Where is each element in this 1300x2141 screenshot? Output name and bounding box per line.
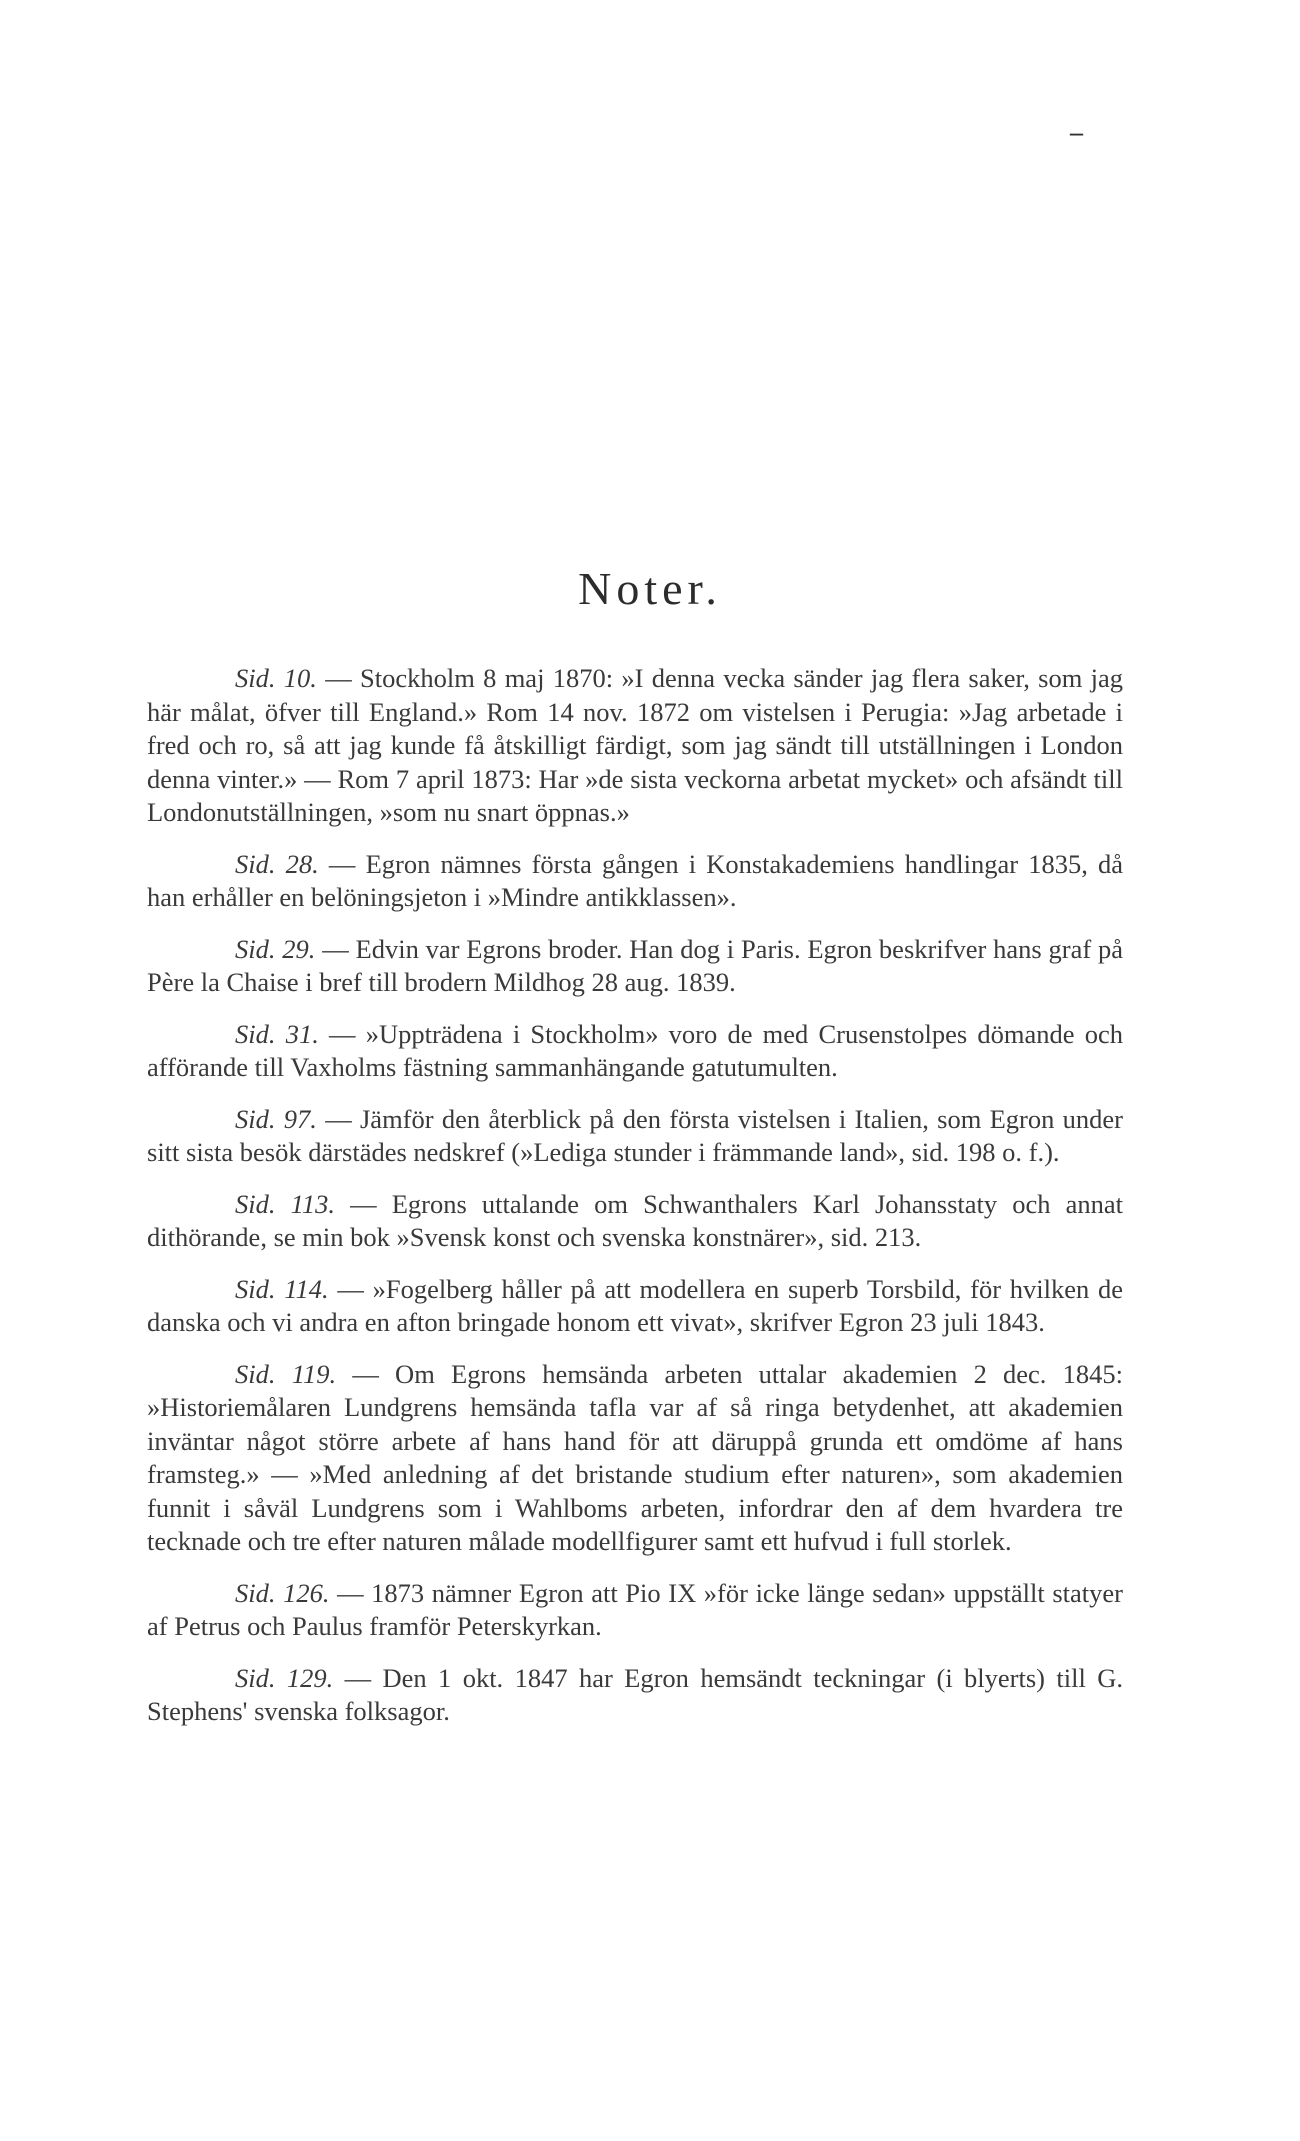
note-text: — »Fogelberg håller på att modellera en superb Torsbild, för hvilken de danska och vi andra en afton bringade honom ett vivat», skrifver Egron 23 juli 1843. bbox=[147, 1273, 1123, 1337]
note-text: — Egron nämnes första gången i Konstakademiens handlingar 1835, då han erhåller en belöningsjeton i »Mindre antikklassen». bbox=[147, 848, 1124, 912]
note-text: — Om Egrons hemsända arbeten uttalar akademien 2 dec. 1845: »Historiemålaren Lundgrens hemsända tafla var af så ringa betydenhet, att akademien inväntar något större arbete af hans hand för att däruppå grunda ett omdöme af hans framsteg.» — »Med anledning af det bristande studium efter naturen», som akademien funnit i såväl Lundgrens som i Wahlboms arbeten, infordrar den af dem hvardera tre tecknade och tre efter naturen målade modellfigurer samt ett hufvud i full storlek. bbox=[147, 1358, 1124, 1556]
notes-list bbox=[147, 662, 1123, 1747]
note-text: — Egrons uttalande om Schwanthalers Karl Johansstaty och annat dithörande, se min bok »Svensk konst och svenska konstnärer», sid. 213. bbox=[147, 1188, 1123, 1252]
note-reference: Sid. 10. bbox=[235, 663, 317, 693]
note-sid-31 bbox=[147, 1018, 1123, 1085]
note-reference: Sid. 29. bbox=[235, 933, 316, 964]
note-sid-29 bbox=[147, 933, 1123, 1000]
note-sid-28 bbox=[147, 848, 1123, 915]
note-text: — 1873 nämner Egron att Pio IX »för icke länge sedan» uppställt statyer af Petrus och Paulus framför Peterskyrkan. bbox=[147, 1577, 1123, 1641]
note-text: — Jämför den återblick på den första vistelsen i Italien, som Egron under sitt sista besök därstädes nedskref (»Lediga stunder i främmande land», sid. 198 o. f.). bbox=[147, 1103, 1124, 1167]
note-reference: Sid. 126. bbox=[235, 1577, 330, 1608]
page-mark: – bbox=[1070, 118, 1083, 147]
note-text: — »Uppträdena i Stockholm» voro de med Crusenstolpes dömande och afförande till Vaxholms fästning sammanhängande gatutumulten. bbox=[147, 1018, 1124, 1082]
note-sid-114 bbox=[147, 1273, 1123, 1340]
note-sid-119 bbox=[147, 1358, 1123, 1559]
page-title: Noter. bbox=[578, 563, 722, 614]
note-sid-97 bbox=[147, 1103, 1123, 1170]
note-sid-113 bbox=[147, 1188, 1123, 1255]
note-reference: Sid. 28. bbox=[235, 848, 319, 879]
note-reference: Sid. 119. bbox=[235, 1358, 337, 1389]
note-text: — Den 1 okt. 1847 har Egron hemsändt teckningar (i blyerts) till G. Stephens' svenska folksagor. bbox=[147, 1662, 1123, 1726]
note-reference: Sid. 31. bbox=[235, 1018, 319, 1049]
note-sid-129 bbox=[147, 1662, 1123, 1729]
note-sid-126 bbox=[147, 1577, 1123, 1644]
note-reference: Sid. 114. bbox=[235, 1273, 329, 1304]
note-reference: Sid. 97. bbox=[235, 1103, 317, 1134]
note-text: — Edvin var Egrons broder. Han dog i Paris. Egron beskrifver hans graf på Père la Chaise i bref till brodern Mildhog 28 aug. 1839. bbox=[147, 933, 1124, 997]
note-text: — Stockholm 8 maj 1870: »I denna vecka sänder jag flera saker, som jag här målat, öfver till England.» Rom 14 nov. 1872 om vistelsen i Perugia: »Jag arbetade i fred och ro, så att jag kunde få åtskilligt färdigt, som jag sändt till utställningen i London denna vinter.» — Rom 7 april 1873: Har »de sista veckorna arbetat mycket» och afsändt till Londonutställningen, »som nu snart öppnas.» bbox=[147, 663, 1123, 827]
note-reference: Sid. 129. bbox=[235, 1662, 334, 1693]
note-reference: Sid. 113. bbox=[235, 1188, 336, 1219]
note-sid-10 bbox=[147, 662, 1123, 830]
